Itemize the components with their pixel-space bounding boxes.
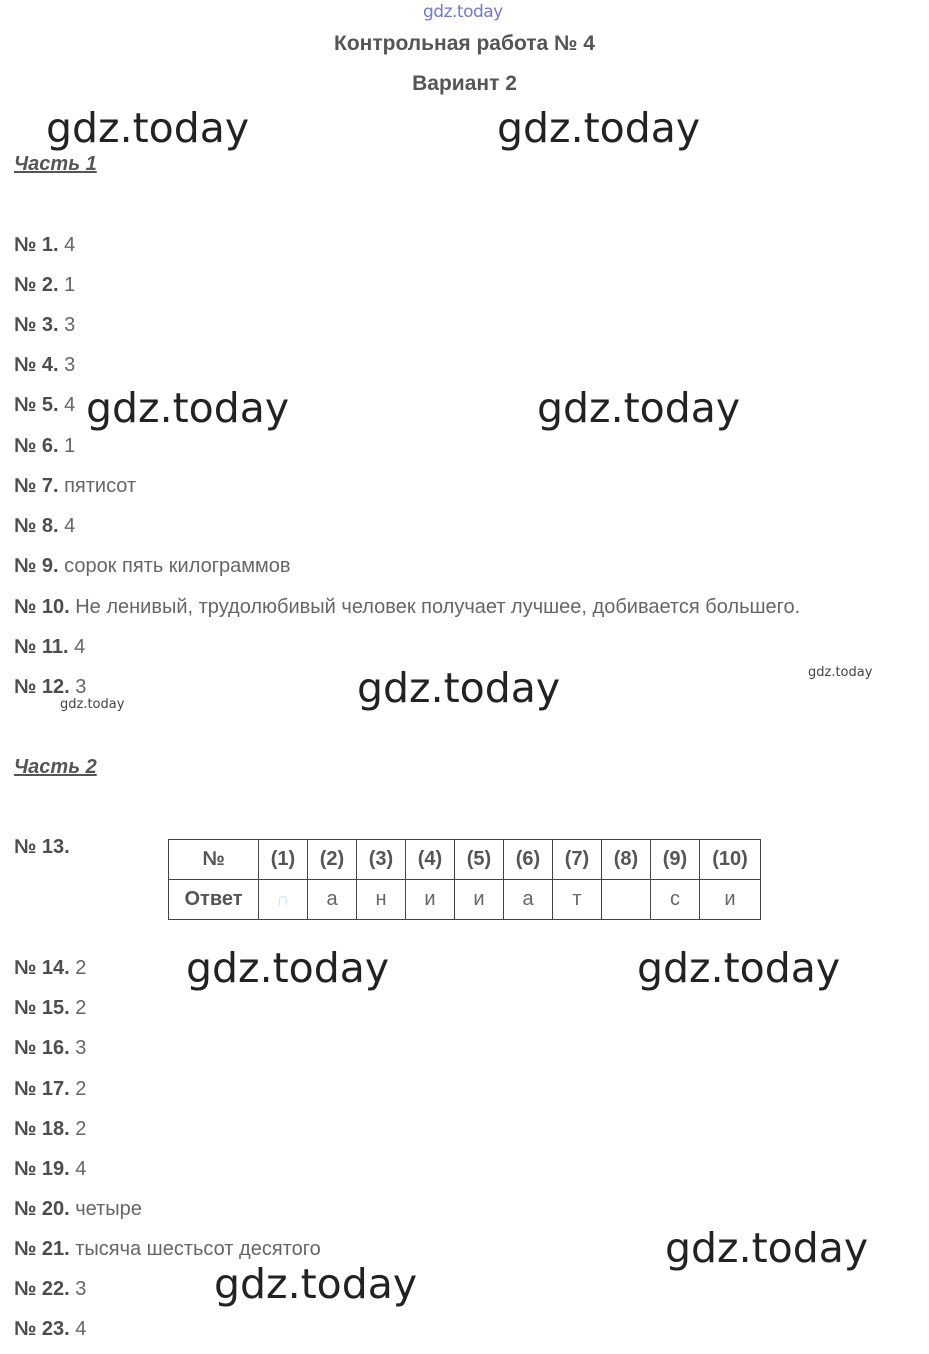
task13-answer-cell: а <box>504 880 553 920</box>
answer-19: № 19. 4 <box>14 1158 87 1180</box>
variant-title: Вариант 2 <box>412 72 517 95</box>
task13-col: (4) <box>406 840 455 880</box>
watermark: gdz.today <box>46 104 250 152</box>
task13-col: (1) <box>259 840 308 880</box>
watermark-top: gdz.today <box>423 2 503 22</box>
task13-answer-cell <box>602 880 651 920</box>
watermark: gdz.today <box>665 1224 869 1272</box>
answer-8: № 8. 4 <box>14 515 76 537</box>
answer-16: № 16. 3 <box>14 1037 87 1059</box>
task13-col: (3) <box>357 840 406 880</box>
task13-col: (8) <box>602 840 651 880</box>
page-title: Контрольная работа № 4 <box>334 32 595 55</box>
watermark: gdz.today <box>86 384 290 432</box>
answer-15: № 15. 2 <box>14 997 87 1019</box>
watermark: gdz.today <box>497 104 701 152</box>
answer-22: № 22. 3 <box>14 1278 87 1300</box>
answer-14: № 14. 2 <box>14 957 87 979</box>
task13-answer-cell: с <box>651 880 700 920</box>
task13-answer-label: Ответ <box>169 880 259 920</box>
task13-answer-cell <box>259 880 308 920</box>
watermark-small: gdz.today <box>808 665 873 680</box>
answer-3: № 3. 3 <box>14 314 76 336</box>
answer-12: № 12. 3 <box>14 676 87 698</box>
answer-13: № 13. <box>14 836 70 858</box>
task13-col: (5) <box>455 840 504 880</box>
task13-answer-cell: и <box>700 880 761 920</box>
watermark: gdz.today <box>537 384 741 432</box>
task13-answer-cell: и <box>406 880 455 920</box>
faint-mark-icon: ∩ <box>276 889 290 909</box>
answer-20: № 20. четыре <box>14 1198 142 1220</box>
task13-col: (6) <box>504 840 553 880</box>
answer-5: № 5. 4 <box>14 394 76 416</box>
part2-heading: Часть 2 <box>14 756 97 778</box>
task13-answer-cell: а <box>308 880 357 920</box>
answer-7: № 7. пятисот <box>14 475 137 497</box>
answer-1: № 1. 4 <box>14 234 76 256</box>
answer-10: № 10. Не ленивый, трудолюбивый человек получает лучшее, добивается большего. <box>14 596 801 618</box>
answer-17: № 17. 2 <box>14 1078 87 1100</box>
task13-col: (2) <box>308 840 357 880</box>
task13-col: (7) <box>553 840 602 880</box>
answer-18: № 18. 2 <box>14 1118 87 1140</box>
task13-answer-cell: и <box>455 880 504 920</box>
task13-answer-cell: н <box>357 880 406 920</box>
watermark: gdz.today <box>357 664 561 712</box>
watermark-small: gdz.today <box>60 697 125 712</box>
task13-header-label: № <box>169 840 259 880</box>
task13-header-row <box>169 840 761 880</box>
task13-table <box>168 839 761 920</box>
task13-answer-cell: т <box>553 880 602 920</box>
answer-11: № 11. 4 <box>14 636 86 658</box>
answer-6: № 6. 1 <box>14 435 76 457</box>
task13-col: (10) <box>700 840 761 880</box>
answer-23: № 23. 4 <box>14 1318 87 1340</box>
watermark: gdz.today <box>637 944 841 992</box>
answer-21: № 21. тысяча шестьсот десятого <box>14 1238 321 1260</box>
watermark: gdz.today <box>214 1260 418 1308</box>
watermark: gdz.today <box>186 944 390 992</box>
part1-heading: Часть 1 <box>14 153 97 175</box>
task13-col: (9) <box>651 840 700 880</box>
answer-9: № 9. сорок пять килограммов <box>14 555 291 577</box>
task13-answer-row <box>169 880 761 920</box>
answer-4: № 4. 3 <box>14 354 76 376</box>
answer-2: № 2. 1 <box>14 274 76 296</box>
